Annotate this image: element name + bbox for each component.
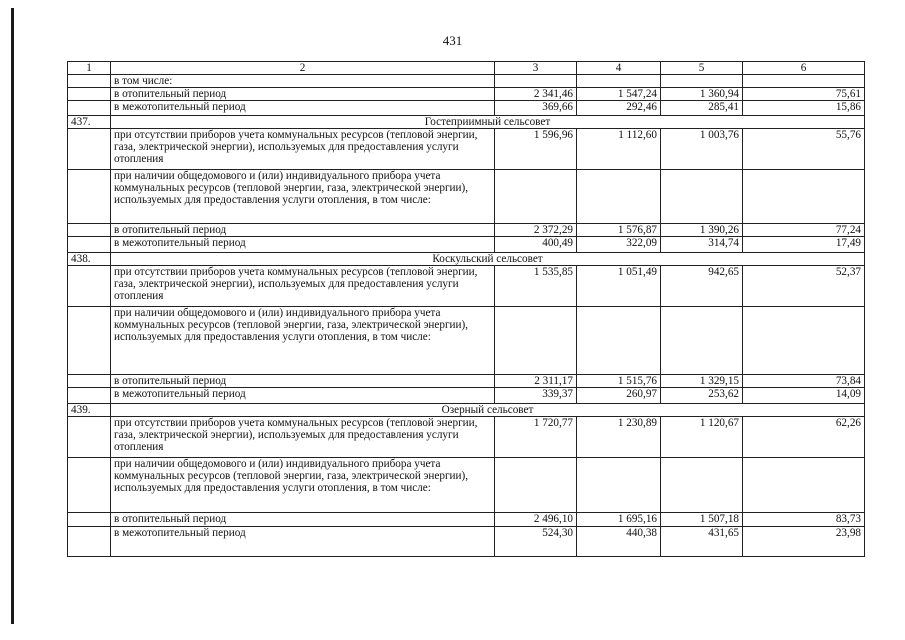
value-col-6: 55,76 (743, 129, 865, 170)
binding-edge (11, 8, 14, 624)
row-number-cell (68, 458, 111, 513)
value-col-5: 1 390,26 (661, 224, 743, 237)
table-row (68, 458, 865, 513)
value-col-3: 2 496,10 (495, 513, 577, 527)
row-label: в отопительный период (111, 513, 495, 527)
value-col-3 (495, 170, 577, 224)
value-col-6: 77,24 (743, 224, 865, 237)
value-col-3: 1 720,77 (495, 417, 577, 458)
row-label: при наличии общедомового и (или) индивидуального прибора учета коммунальных ресурсов (тепловой энергии, газа, электрической энергии), используемых для предоставления услуги отопления, в том числе: (111, 458, 495, 513)
value-col-6: 15,86 (743, 101, 865, 116)
table-row (68, 88, 865, 101)
row-number-cell (68, 237, 111, 253)
row-label: в отопительный период (111, 88, 495, 101)
value-col-3: 400,49 (495, 237, 577, 253)
value-col-5: 285,41 (661, 101, 743, 116)
tariff-table (67, 61, 865, 557)
table-row (68, 417, 865, 458)
row-number-cell (68, 307, 111, 375)
row-number-cell (68, 266, 111, 307)
value-col-5: 1 360,94 (661, 88, 743, 101)
value-col-3 (495, 75, 577, 88)
row-number-cell (68, 88, 111, 101)
value-col-3: 339,37 (495, 388, 577, 404)
row-number-cell (68, 388, 111, 404)
table-row (68, 224, 865, 237)
row-label: при наличии общедомового и (или) индивидуального прибора учета коммунальных ресурсов (тепловой энергии, газа, электрической энергии), используемых для предоставления услуги отопления, в том числе: (111, 307, 495, 375)
section-row (68, 404, 865, 417)
header-cell-2: 2 (111, 62, 495, 75)
value-col-3: 1 596,96 (495, 129, 577, 170)
value-col-4: 1 695,16 (577, 513, 661, 527)
table-row (68, 513, 865, 527)
table-row (68, 237, 865, 253)
table-row (68, 266, 865, 307)
row-label: при отсутствии приборов учета коммунальных ресурсов (тепловой энергии, газа, электрической энергии), используемых для предоставления услуги отопления (111, 266, 495, 307)
value-col-5: 1 003,76 (661, 129, 743, 170)
table-row (68, 101, 865, 116)
value-col-5: 253,62 (661, 388, 743, 404)
value-col-5: 1 120,67 (661, 417, 743, 458)
section-title: Коскульский сельсовет (111, 253, 865, 266)
row-number-cell (68, 513, 111, 527)
row-label: в межотопительный период (111, 388, 495, 404)
table-row (68, 527, 865, 557)
section-number: 439. (68, 404, 111, 417)
value-col-6: 73,84 (743, 375, 865, 388)
header-cell-3: 3 (495, 62, 577, 75)
value-col-3: 2 372,29 (495, 224, 577, 237)
value-col-6 (743, 307, 865, 375)
value-col-3: 369,66 (495, 101, 577, 116)
value-col-5: 314,74 (661, 237, 743, 253)
table-row (68, 129, 865, 170)
value-col-6: 14,09 (743, 388, 865, 404)
row-label: в том числе: (111, 75, 495, 88)
row-number-cell (68, 375, 111, 388)
row-label: при отсутствии приборов учета коммунальных ресурсов (тепловой энергии, газа, электрической энергии), используемых для предоставления услуги отопления (111, 417, 495, 458)
header-cell-4: 4 (577, 62, 661, 75)
value-col-4: 292,46 (577, 101, 661, 116)
row-label: в межотопительный период (111, 527, 495, 557)
row-number-cell (68, 224, 111, 237)
value-col-6: 23,98 (743, 527, 865, 557)
value-col-5: 942,65 (661, 266, 743, 307)
table-row (68, 170, 865, 224)
value-col-3: 1 535,85 (495, 266, 577, 307)
value-col-6 (743, 75, 865, 88)
value-col-6: 52,37 (743, 266, 865, 307)
value-col-4: 1 051,49 (577, 266, 661, 307)
value-col-3: 2 341,46 (495, 88, 577, 101)
value-col-4 (577, 170, 661, 224)
table-row (68, 75, 865, 88)
header-row (68, 62, 865, 75)
table-row (68, 307, 865, 375)
value-col-4: 440,38 (577, 527, 661, 557)
value-col-4: 1 230,89 (577, 417, 661, 458)
row-label: в отопительный период (111, 375, 495, 388)
row-number-cell (68, 129, 111, 170)
value-col-6 (743, 170, 865, 224)
row-number-cell (68, 75, 111, 88)
row-number-cell (68, 101, 111, 116)
value-col-5 (661, 75, 743, 88)
section-number: 437. (68, 116, 111, 129)
value-col-5 (661, 307, 743, 375)
value-col-4: 322,09 (577, 237, 661, 253)
table-row (68, 375, 865, 388)
value-col-4 (577, 458, 661, 513)
value-col-5: 1 329,15 (661, 375, 743, 388)
section-title: Гостеприимный сельсовет (111, 116, 865, 129)
value-col-4: 1 547,24 (577, 88, 661, 101)
header-cell-6: 6 (743, 62, 865, 75)
header-cell-5: 5 (661, 62, 743, 75)
row-label: в отопительный период (111, 224, 495, 237)
value-col-5: 1 507,18 (661, 513, 743, 527)
value-col-6: 17,49 (743, 237, 865, 253)
row-number-cell (68, 417, 111, 458)
value-col-5 (661, 458, 743, 513)
section-row (68, 253, 865, 266)
section-number: 438. (68, 253, 111, 266)
row-label: в межотопительный период (111, 237, 495, 253)
value-col-3: 524,30 (495, 527, 577, 557)
value-col-6: 75,61 (743, 88, 865, 101)
value-col-4: 1 576,87 (577, 224, 661, 237)
value-col-4: 1 112,60 (577, 129, 661, 170)
section-row (68, 116, 865, 129)
value-col-6: 62,26 (743, 417, 865, 458)
table-row (68, 388, 865, 404)
value-col-6 (743, 458, 865, 513)
value-col-3 (495, 307, 577, 375)
value-col-4 (577, 75, 661, 88)
row-label: при наличии общедомового и (или) индивидуального прибора учета коммунальных ресурсов (тепловой энергии, газа, электрической энергии), используемых для предоставления услуги отопления, в том числе: (111, 170, 495, 224)
row-number-cell (68, 527, 111, 557)
header-cell-1: 1 (68, 62, 111, 75)
value-col-4: 1 515,76 (577, 375, 661, 388)
value-col-6: 83,73 (743, 513, 865, 527)
value-col-3: 2 311,17 (495, 375, 577, 388)
value-col-3 (495, 458, 577, 513)
value-col-5: 431,65 (661, 527, 743, 557)
value-col-5 (661, 170, 743, 224)
value-col-4: 260,97 (577, 388, 661, 404)
row-number-cell (68, 170, 111, 224)
value-col-4 (577, 307, 661, 375)
page-number: 431 (442, 33, 463, 48)
row-label: в межотопительный период (111, 101, 495, 116)
section-title: Озерный сельсовет (111, 404, 865, 417)
row-label: при отсутствии приборов учета коммунальных ресурсов (тепловой энергии, газа, электрической энергии), используемых для предоставления услуги отопления (111, 129, 495, 170)
